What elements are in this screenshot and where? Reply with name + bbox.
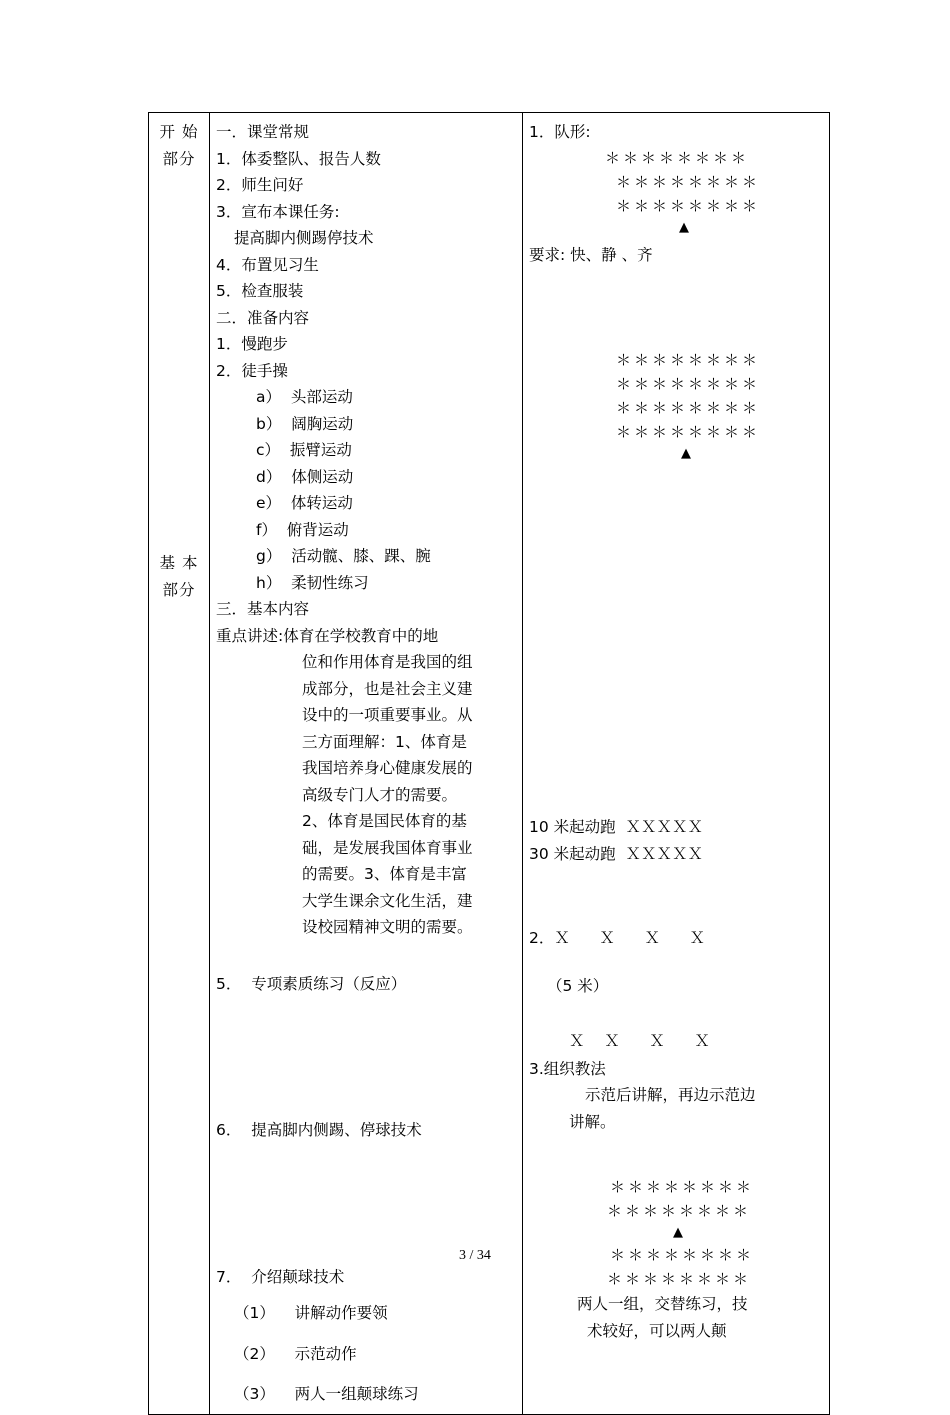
formation-label: 1．队形: xyxy=(529,123,591,141)
formation-row: ＊＊＊＊＊＊＊＊ xyxy=(604,148,749,167)
organization-column xyxy=(523,113,830,1415)
content-item-5: 5． 专项素质练习（反应） xyxy=(216,974,407,993)
teaching-method-label: 3.组织教法 xyxy=(529,1059,606,1078)
content-line: a） 头部运动 xyxy=(256,388,353,406)
spacer xyxy=(216,997,518,1117)
content-line: 3．宣布本课任务: xyxy=(216,202,340,221)
content-item-7-sub: （2） 示范动作 xyxy=(234,1344,357,1363)
content-line: g） 活动髋、膝、踝、腕 xyxy=(256,547,431,565)
pair-note-line: 术较好，可以两人颠 xyxy=(587,1321,727,1340)
demo-row: ＊＊＊＊＊＊＊＊ xyxy=(609,1246,754,1264)
requirement-line: 要求: 快、静 、齐 xyxy=(529,245,653,264)
content-line: e） 体转运动 xyxy=(256,494,353,512)
distance-note: （5 米） xyxy=(547,977,609,995)
key-points-line: 设中的一项重要事业。从 xyxy=(302,706,473,724)
key-points-first-line: 体育在学校教育中的地 xyxy=(283,626,439,645)
spacer xyxy=(529,1135,825,1175)
key-points-line: 2、体育是国民体育的基 xyxy=(302,812,467,830)
content-line: 2．师生问好 xyxy=(216,176,304,194)
spacer xyxy=(529,867,825,923)
leader-triangle-icon-2: ▲ xyxy=(673,1225,683,1240)
run-10m: 10 米起动跑 ＸＸＸＸＸ xyxy=(529,818,704,836)
leader-triangle-icon: ▲ xyxy=(679,219,689,235)
formation-row: ＊＊＊＊＊＊＊＊ xyxy=(615,196,760,215)
content-line: c） 振臂运动 xyxy=(256,441,352,459)
content-line: f） 俯背运动 xyxy=(256,520,349,539)
spacer xyxy=(529,953,825,973)
phase-start-label: 开 始 部分 xyxy=(159,123,199,168)
key-points-line: 我国培养身心健康发展的 xyxy=(302,759,473,777)
teaching-method-line: 示范后讲解，再边示范边 xyxy=(585,1086,756,1104)
key-points-line: 成部分，也是社会主义建 xyxy=(302,679,473,698)
exercise-row: ＊＊＊＊＊＊＊＊ xyxy=(615,423,760,441)
content-line: 三．基本内容 xyxy=(216,600,310,618)
key-points-line: 础，是发展我国体育事业 xyxy=(302,838,473,857)
spacer xyxy=(216,1144,518,1264)
content-line: 4．布置见习生 xyxy=(216,255,319,274)
spacer xyxy=(529,268,825,348)
lesson-plan-table xyxy=(148,112,830,1415)
content-item-6: 6． 提高脚内侧踢、停球技术 xyxy=(216,1121,422,1139)
phase-column xyxy=(149,113,210,1415)
content-line: 1．体委整队、报告人数 xyxy=(216,149,381,168)
exercise-row: ＊＊＊＊＊＊＊＊ xyxy=(615,399,760,417)
run-30m: 30 米起动跑 ＸＸＸＸＸ xyxy=(529,844,704,863)
key-points-line: 的需要。3、体育是丰富 xyxy=(302,865,467,883)
content-line: d） 体侧运动 xyxy=(256,467,354,486)
x-row-2: Ｘ Ｘ Ｘ Ｘ xyxy=(569,1031,710,1050)
content-line: 1．慢跑步 xyxy=(216,335,288,353)
content-item-7-sub: （1） 讲解动作要领 xyxy=(234,1304,388,1322)
key-points-line: 位和作用体育是我国的组 xyxy=(302,653,473,671)
key-points-label-text: 重点讲述: xyxy=(216,626,284,645)
page-footer: 3 / 34 xyxy=(459,1248,491,1263)
content-column xyxy=(210,113,523,1415)
pair-note-line: 两人一组，交替练习，技 xyxy=(577,1295,748,1313)
content-line: 二．准备内容 xyxy=(216,308,310,327)
spacer xyxy=(216,1327,518,1341)
key-points-line: 三方面理解：1、体育是 xyxy=(302,732,467,751)
leader-triangle-icon: ▲ xyxy=(681,446,691,461)
demo-row: ＊＊＊＊＊＊＊＊ xyxy=(606,1270,751,1288)
content-line: h） 柔韧性练习 xyxy=(256,573,369,592)
content-line: 5．检查服装 xyxy=(216,282,304,300)
teaching-method-line: 讲解。 xyxy=(569,1112,616,1131)
key-points-line: 高级专门人才的需要。 xyxy=(302,785,458,804)
spacer xyxy=(216,941,518,971)
spacer xyxy=(216,1290,518,1300)
spacer xyxy=(529,1000,825,1026)
content-item-7-sub: （3） 两人一组颠球练习 xyxy=(234,1385,419,1403)
spacer xyxy=(529,664,825,814)
exercise-row: ＊＊＊＊＊＊＊＊ xyxy=(615,351,760,369)
phase-basic-label: 基 本 部分 xyxy=(159,554,199,599)
organization-body xyxy=(523,113,829,1350)
key-points-line: 大学生课余文化生活，建 xyxy=(302,891,473,910)
table-row xyxy=(149,113,830,1415)
content-line: 提高脚内侧踢停技术 xyxy=(234,229,374,247)
content-line: 2．徒手操 xyxy=(216,361,288,380)
demo-row: ＊＊＊＊＊＊＊＊ xyxy=(609,1178,754,1196)
content-line: b） 阔胸运动 xyxy=(256,414,354,433)
content-line: 一．课堂常规 xyxy=(216,123,310,141)
spacer xyxy=(529,464,825,664)
formation-row: ＊＊＊＊＊＊＊＊ xyxy=(615,172,760,191)
key-points-line: 设校园精神文明的需要。 xyxy=(302,918,473,936)
x-row-1: 2．Ｘ Ｘ Ｘ Ｘ xyxy=(529,929,706,947)
content-item-7: 7． 介绍颠球技术 xyxy=(216,1267,345,1286)
spacer xyxy=(216,1367,518,1381)
content-body xyxy=(210,113,522,1414)
demo-row: ＊＊＊＊＊＊＊＊ xyxy=(606,1202,751,1220)
exercise-row: ＊＊＊＊＊＊＊＊ xyxy=(615,375,760,393)
key-points-label xyxy=(216,623,518,650)
